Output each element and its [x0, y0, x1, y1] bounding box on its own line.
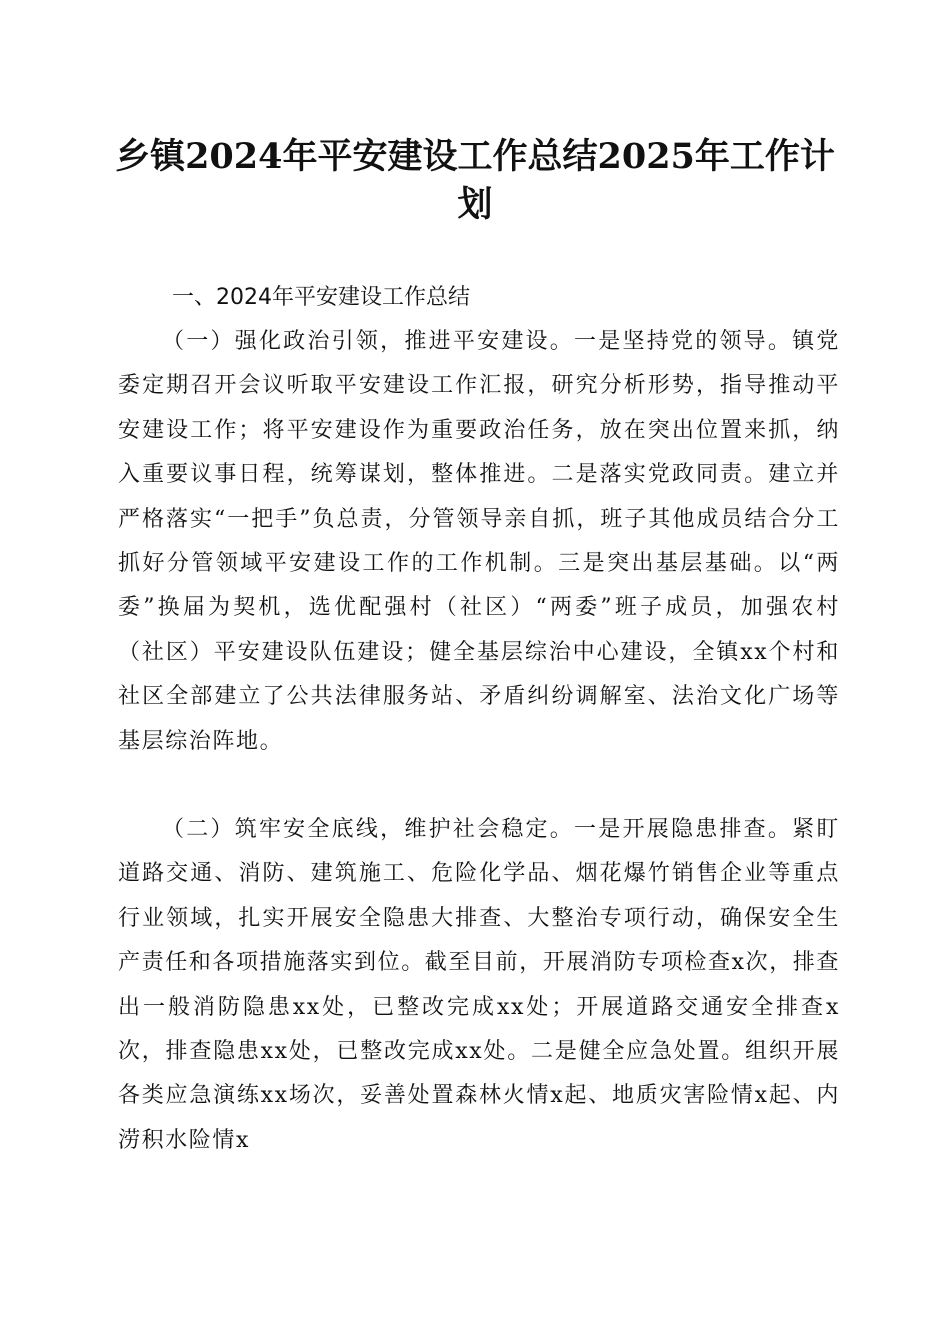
paragraph-political-leadership: （一）强化政治引领，推进平安建设。一是坚持党的领导。镇党委定期召开会议听取平安建设工作汇报，研究分析形势，指导推动平安建设工作；将平安建设作为重要政治任务，放在突出位置来抓，纳入重要议事日程，统筹谋划，整体推进。二是落实党政同责。建立并严格落实“一把手”负总责，分管领导亲自抓，班子其他成员结合分工抓好分管领域平安建设工作的工作机制。三是突出基层基础。以“两委”换届为契机，选优配强村（社区）“两委”班子成员，加强农村（社区）平安建设队伍建设；健全基层综治中心建设，全镇xx个村和社区全部建立了公共法律服务站、矛盾纠纷调解室、法治文化广场等基层综治阵地。: [118, 329, 840, 754]
document-title: 乡镇2024年平安建设工作总结2025年工作计划: [115, 136, 835, 225]
section-heading: 一、2024年平安建设工作总结: [172, 285, 470, 310]
paragraph-safety-bottom-line: （二）筑牢安全底线，维护社会稳定。一是开展隐患排查。紧盯道路交通、消防、建筑施工、危险化学品、烟花爆竹销售企业等重点行业领域，扎实开展安全隐患大排查、大整治专项行动，确保安全生产责任和各项措施落实到位。截至目前，开展消防专项检查x次，排查出一般消防隐患xx处，已整改完成xx处；开展道路交通安全排查x次，排查隐患xx处，已整改完成xx处。二是健全应急处置。组织开展各类应急演练xx场次，妥善处置森林火情x起、地质灾害险情x起、内涝积水险情x: [118, 817, 841, 1153]
